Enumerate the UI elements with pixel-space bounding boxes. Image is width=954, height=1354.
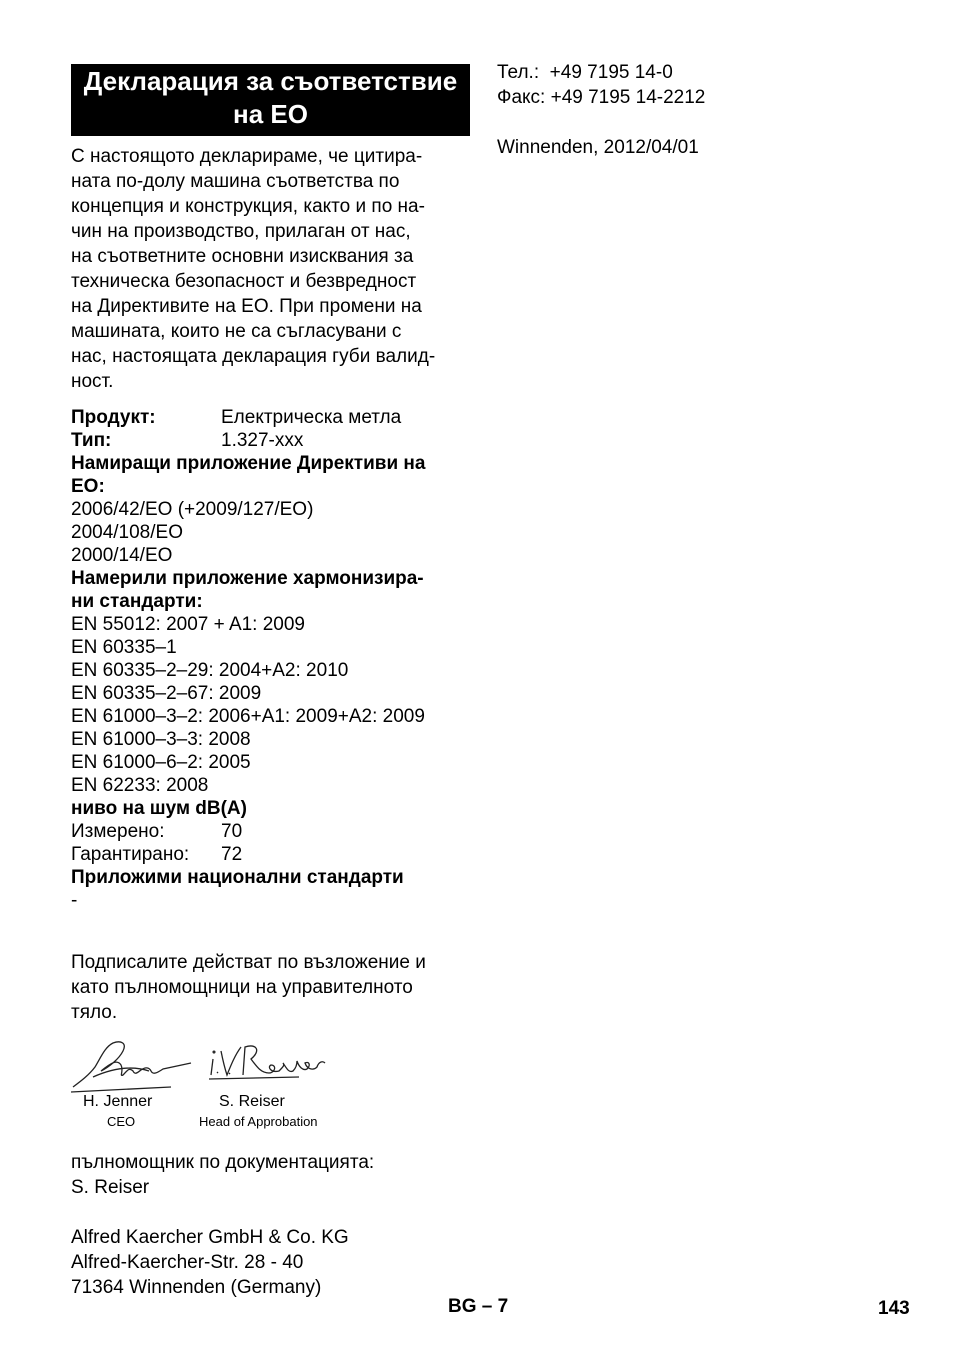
signer-2-name: S. Reiser xyxy=(219,1093,285,1110)
intro-line: техническа безопасност и безвредност xyxy=(71,271,417,292)
directive-item: 2004/108/ЕО xyxy=(71,522,183,543)
standards-heading-cont: ни стандарти: xyxy=(71,591,203,612)
phone-line: Тел.: +49 7195 14-0 xyxy=(497,62,673,83)
reiser-signature xyxy=(209,1046,325,1079)
national-standards-heading: Приложими национални стандарти xyxy=(71,867,404,888)
signer-1-role: CEO xyxy=(107,1114,136,1129)
directive-item: 2000/14/ЕО xyxy=(71,545,173,566)
national-standards-value: - xyxy=(71,890,78,911)
product-label: Продукт: xyxy=(71,407,156,428)
signers-line: като пълномощници на управителното xyxy=(71,977,413,998)
spacer xyxy=(497,110,897,135)
standards-heading: Намерили приложение хармонизира- xyxy=(71,568,424,589)
doc-rep-label: пълномощник по документацията: xyxy=(71,1152,375,1173)
section-marker: BG – 7 xyxy=(448,1296,509,1317)
left-column xyxy=(71,64,471,1300)
place-date: Winnenden, 2012/04/01 xyxy=(497,137,699,158)
page-number: 143 xyxy=(878,1298,910,1319)
handwritten-signatures-image xyxy=(71,1037,371,1097)
signers-paragraph xyxy=(71,950,471,1025)
type-value: 1.327-xxx xyxy=(221,430,304,451)
standard-item: EN 61000–3–2: 2006+A1: 2009+A2: 2009 xyxy=(71,706,425,727)
jenner-signature xyxy=(71,1042,191,1092)
noise-measured-label: Измерено: xyxy=(71,821,165,842)
company-address xyxy=(71,1225,471,1300)
address-line: 71364 Winnenden (Germany) xyxy=(71,1277,322,1298)
address-line: Alfred Kaercher GmbH & Co. KG xyxy=(71,1227,349,1248)
title-line-2: на ЕО xyxy=(233,99,308,129)
right-column xyxy=(497,60,897,160)
intro-line: концепция и конструкция, както и по на- xyxy=(71,196,425,217)
intro-line: ната по-долу машина съответства по xyxy=(71,171,400,192)
noise-heading: ниво на шум dB(A) xyxy=(71,798,247,819)
noise-guaranteed-label: Гарантирано: xyxy=(71,844,190,865)
directives-heading-cont: ЕО: xyxy=(71,476,105,497)
product-row xyxy=(71,406,471,429)
standard-item: EN 55012: 2007 + A1: 2009 xyxy=(71,614,306,635)
noise-measured-row xyxy=(71,820,471,843)
standard-item: EN 62233: 2008 xyxy=(71,775,209,796)
address-line: Alfred-Kaercher-Str. 28 - 40 xyxy=(71,1252,304,1273)
signer-1-name: H. Jenner xyxy=(83,1093,153,1110)
standard-item: EN 60335–1 xyxy=(71,637,177,658)
title-line-1: Декларация за съответствие xyxy=(83,66,458,96)
directives-heading: Намиращи приложение Директиви на xyxy=(71,453,426,474)
intro-line: нас, настоящата декларация губи валид- xyxy=(71,346,436,367)
intro-line: на Директивите на ЕО. При промени на xyxy=(71,296,422,317)
standard-item: EN 61000–3–3: 2008 xyxy=(71,729,251,750)
standard-item: EN 60335–2–29: 2004+A2: 2010 xyxy=(71,660,349,681)
type-row xyxy=(71,429,471,452)
signature-block xyxy=(71,1037,471,1129)
intro-line: на съответните основни изисквания за xyxy=(71,246,414,267)
specification-block xyxy=(71,406,471,912)
noise-guaranteed-value: 72 xyxy=(221,844,243,865)
type-label: Тип: xyxy=(71,430,112,451)
documentation-representative xyxy=(71,1150,471,1200)
fax-line: Факс: +49 7195 14-2212 xyxy=(497,87,706,108)
page-title xyxy=(71,64,470,136)
intro-line: ност. xyxy=(71,371,114,392)
signers-line: тяло. xyxy=(71,1002,118,1023)
intro-line: машината, които не са съгласувани с xyxy=(71,321,402,342)
product-value: Електрическа метла xyxy=(221,407,402,428)
intro-line: С настоящото декларираме, че цитира- xyxy=(71,146,423,167)
intro-paragraph xyxy=(71,144,471,394)
noise-measured-value: 70 xyxy=(221,821,243,842)
noise-guaranteed-row xyxy=(71,843,471,866)
standard-item: EN 60335–2–67: 2009 xyxy=(71,683,262,704)
signers-line: Подписалите действат по възложение и xyxy=(71,952,426,973)
standard-item: EN 61000–6–2: 2005 xyxy=(71,752,251,773)
doc-rep-name: S. Reiser xyxy=(71,1177,150,1198)
signer-2-role: Head of Approbation xyxy=(199,1114,318,1129)
intro-line: чин на производство, прилаган от нас, xyxy=(71,221,411,242)
directive-item: 2006/42/ЕО (+2009/127/ЕО) xyxy=(71,499,314,520)
